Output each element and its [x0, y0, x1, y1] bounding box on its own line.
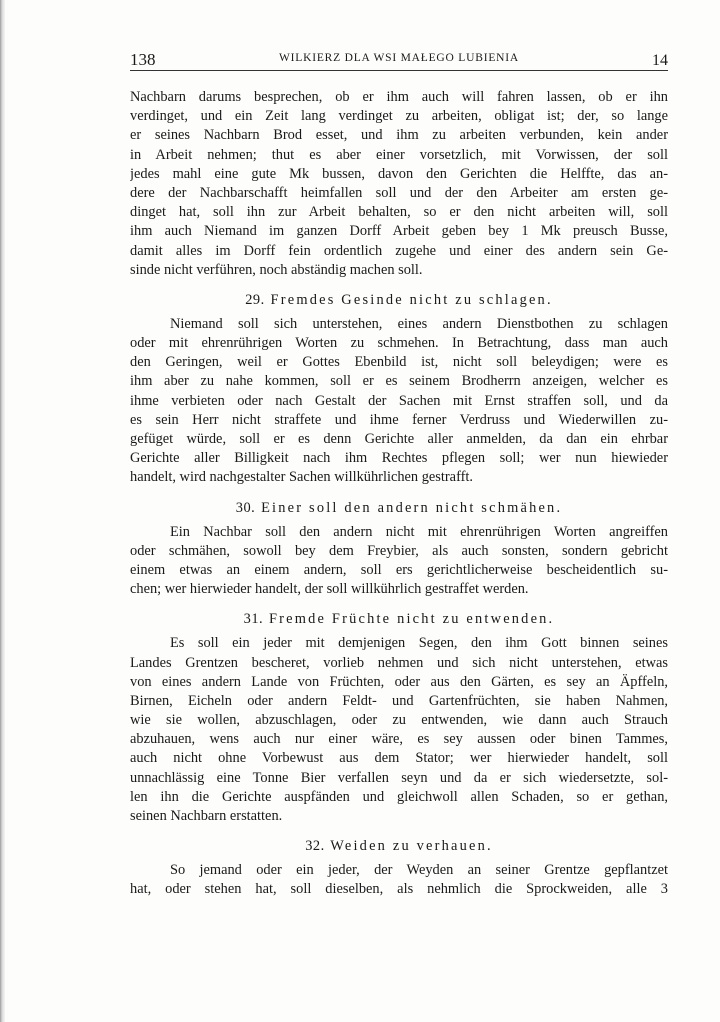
text-line: chen; wer hierwieder handelt, der soll willkührlich gestraffet werden.	[130, 581, 529, 598]
text-line: auch nicht ohne Vorbewust aus dem Stator; wer hierwieder handelt, soll	[130, 750, 668, 767]
text-line: verdinget, und ein Zeit lang verdinget zu arbeiten, obligat ist; der, so lange	[130, 108, 668, 125]
text-line: seinen Nachbarn erstatten.	[130, 808, 283, 824]
text-line: den Geringen, weil er Gottes Ebenbild ist, nicht soll beleydigen; were es	[130, 354, 668, 371]
text-line: sinde nicht verführen, noch abständig machen soll.	[130, 261, 423, 278]
text-line: Niemand soll sich unterstehen, eines andern Dienstbothen zu schlagen	[170, 315, 668, 332]
text-line: in Arbeit nehmen; thut es aber einer vorsetzlich, mit Vorwissen, der soll	[130, 146, 668, 163]
section-paragraph-31	[130, 634, 668, 826]
text-line: dinget hat, soll ihn zur Arbeit behalten, so er den nicht arbeiten will, soll	[130, 204, 668, 221]
running-title: WILKIERZ DLA WSI MAŁEGO LUBIENIA	[278, 52, 520, 64]
text-line: Nachbarn darums besprechen, ob er ihm auch will fahren lassen, ob er ihn	[130, 89, 668, 105]
text-line: es sein Herr nicht straffete und ihme ferner Verdruss und Wiederwillen zu-	[130, 411, 668, 428]
text-line: wie sie wollen, abzuschlagen, oder zu entwenden, wie dann auch Strauch	[130, 712, 668, 729]
text-line: gefüget würde, soll er es denn Gerichte aller anmelden, da dan ein ehrbar	[130, 431, 668, 447]
text-line: damit alles im Dorff fein ordentlich zugehe und einer des andern sein Ge-	[130, 242, 668, 259]
text-line: Ein Nachbar soll den andern nicht mit ehrenrührigen Worten angreiffen	[170, 523, 668, 540]
running-head	[130, 50, 668, 72]
text-line: ihm aber zu nahe kommen, soll er es seinem Brodherrn anzeigen, welcher es	[130, 373, 668, 390]
section-paragraph-32	[130, 861, 668, 899]
text-line: oder schmähen, sowoll bey dem Freybier, als auch sonsten, sondern gebricht	[130, 542, 668, 559]
section-heading-32	[130, 837, 668, 856]
text-line: Gerichte aller Billigkeit nach ihm Rechtes pflegen soll; wer nun hiewieder	[130, 450, 668, 467]
text-line: len ihn die Gerichte auspfänden und gleichwoll allen Schaden, so er gethan,	[130, 788, 668, 805]
text-line: einem etwas an einem andern, soll ers gerichtlicherweise bescheidentlich su-	[130, 561, 668, 578]
folio-number: 14	[652, 52, 668, 69]
section-paragraph-30	[130, 523, 668, 600]
text-line: ihme verbieten oder nach Gestalt der Sachen mit Ernst straffen soll, und da	[130, 392, 668, 409]
text-line: von eines andern Lande von Früchten, oder aus den Gärten, es sey an Äpffeln,	[130, 673, 668, 690]
text-line: hat, oder stehen hat, soll dieselben, als nehmlich die Sprockweiden, alle 3	[130, 881, 668, 898]
section-title: Weiden zu verhauen.	[330, 838, 493, 855]
section-number: 31.	[243, 611, 264, 628]
body-text	[130, 88, 668, 900]
section-number: 29.	[245, 291, 265, 308]
section-heading-29	[130, 291, 668, 310]
text-line: Es soll ein jeder mit demjenigen Segen, den ihm Gott binnen seines	[170, 635, 668, 652]
text-line: jedes mahl eine gute Mk bussen, davon den Gerichten die Helffte, das an-	[130, 165, 668, 182]
text-line: Landes Grentzen bescheret, vorlieb nehmen und sich nicht unterstehen, etwas	[130, 654, 668, 671]
text-line: So jemand oder ein jeder, der Weyden an seiner Grentze gepflantzet	[170, 862, 668, 879]
intro-paragraph	[130, 88, 668, 280]
text-line: unnachlässig eine Tonne Bier verfallen seyn und da er sich wiedersetzte, sol-	[130, 769, 668, 786]
text-line: Birnen, Eicheln oder andern Feldt- und Gartenfrüchten, sie haben Nahmen,	[130, 692, 668, 709]
section-title: Fremde Früchte nicht zu entwenden.	[268, 611, 555, 628]
section-heading-30	[130, 499, 668, 518]
header-rule	[130, 70, 668, 71]
text-line: abzuhauen, wens auch nur einer wäre, es sey aussen oder binen Tammes,	[130, 731, 668, 748]
section-paragraph-29	[130, 315, 668, 488]
section-heading-31	[130, 610, 668, 629]
section-number: 32.	[305, 838, 325, 855]
text-line: handelt, wird nachgestalter Sachen willkührlichen gestrafft.	[130, 469, 473, 486]
section-title: Einer soll den andern nicht schmähen.	[261, 499, 563, 516]
text-line: dere der Nachbarschafft heimfallen soll und der den Arbeiter am ersten ge-	[130, 184, 668, 201]
text-line: ihm auch Niemand im ganzen Dorff Arbeit geben bey 1 Mk preusch Busse,	[130, 223, 668, 240]
text-line: oder mit ehrenrührigen Worten zu schmehen. In Betrachtung, dass man auch	[130, 335, 668, 352]
text-line: er seines Nachbarn Brod esset, und ihm zu arbeiten verbunden, kein ander	[130, 127, 668, 144]
page-number: 138	[130, 50, 156, 69]
section-title: Fremdes Gesinde nicht zu schlagen.	[270, 291, 553, 308]
section-number: 30.	[235, 499, 256, 516]
page-edge-shadow	[0, 0, 5, 1022]
